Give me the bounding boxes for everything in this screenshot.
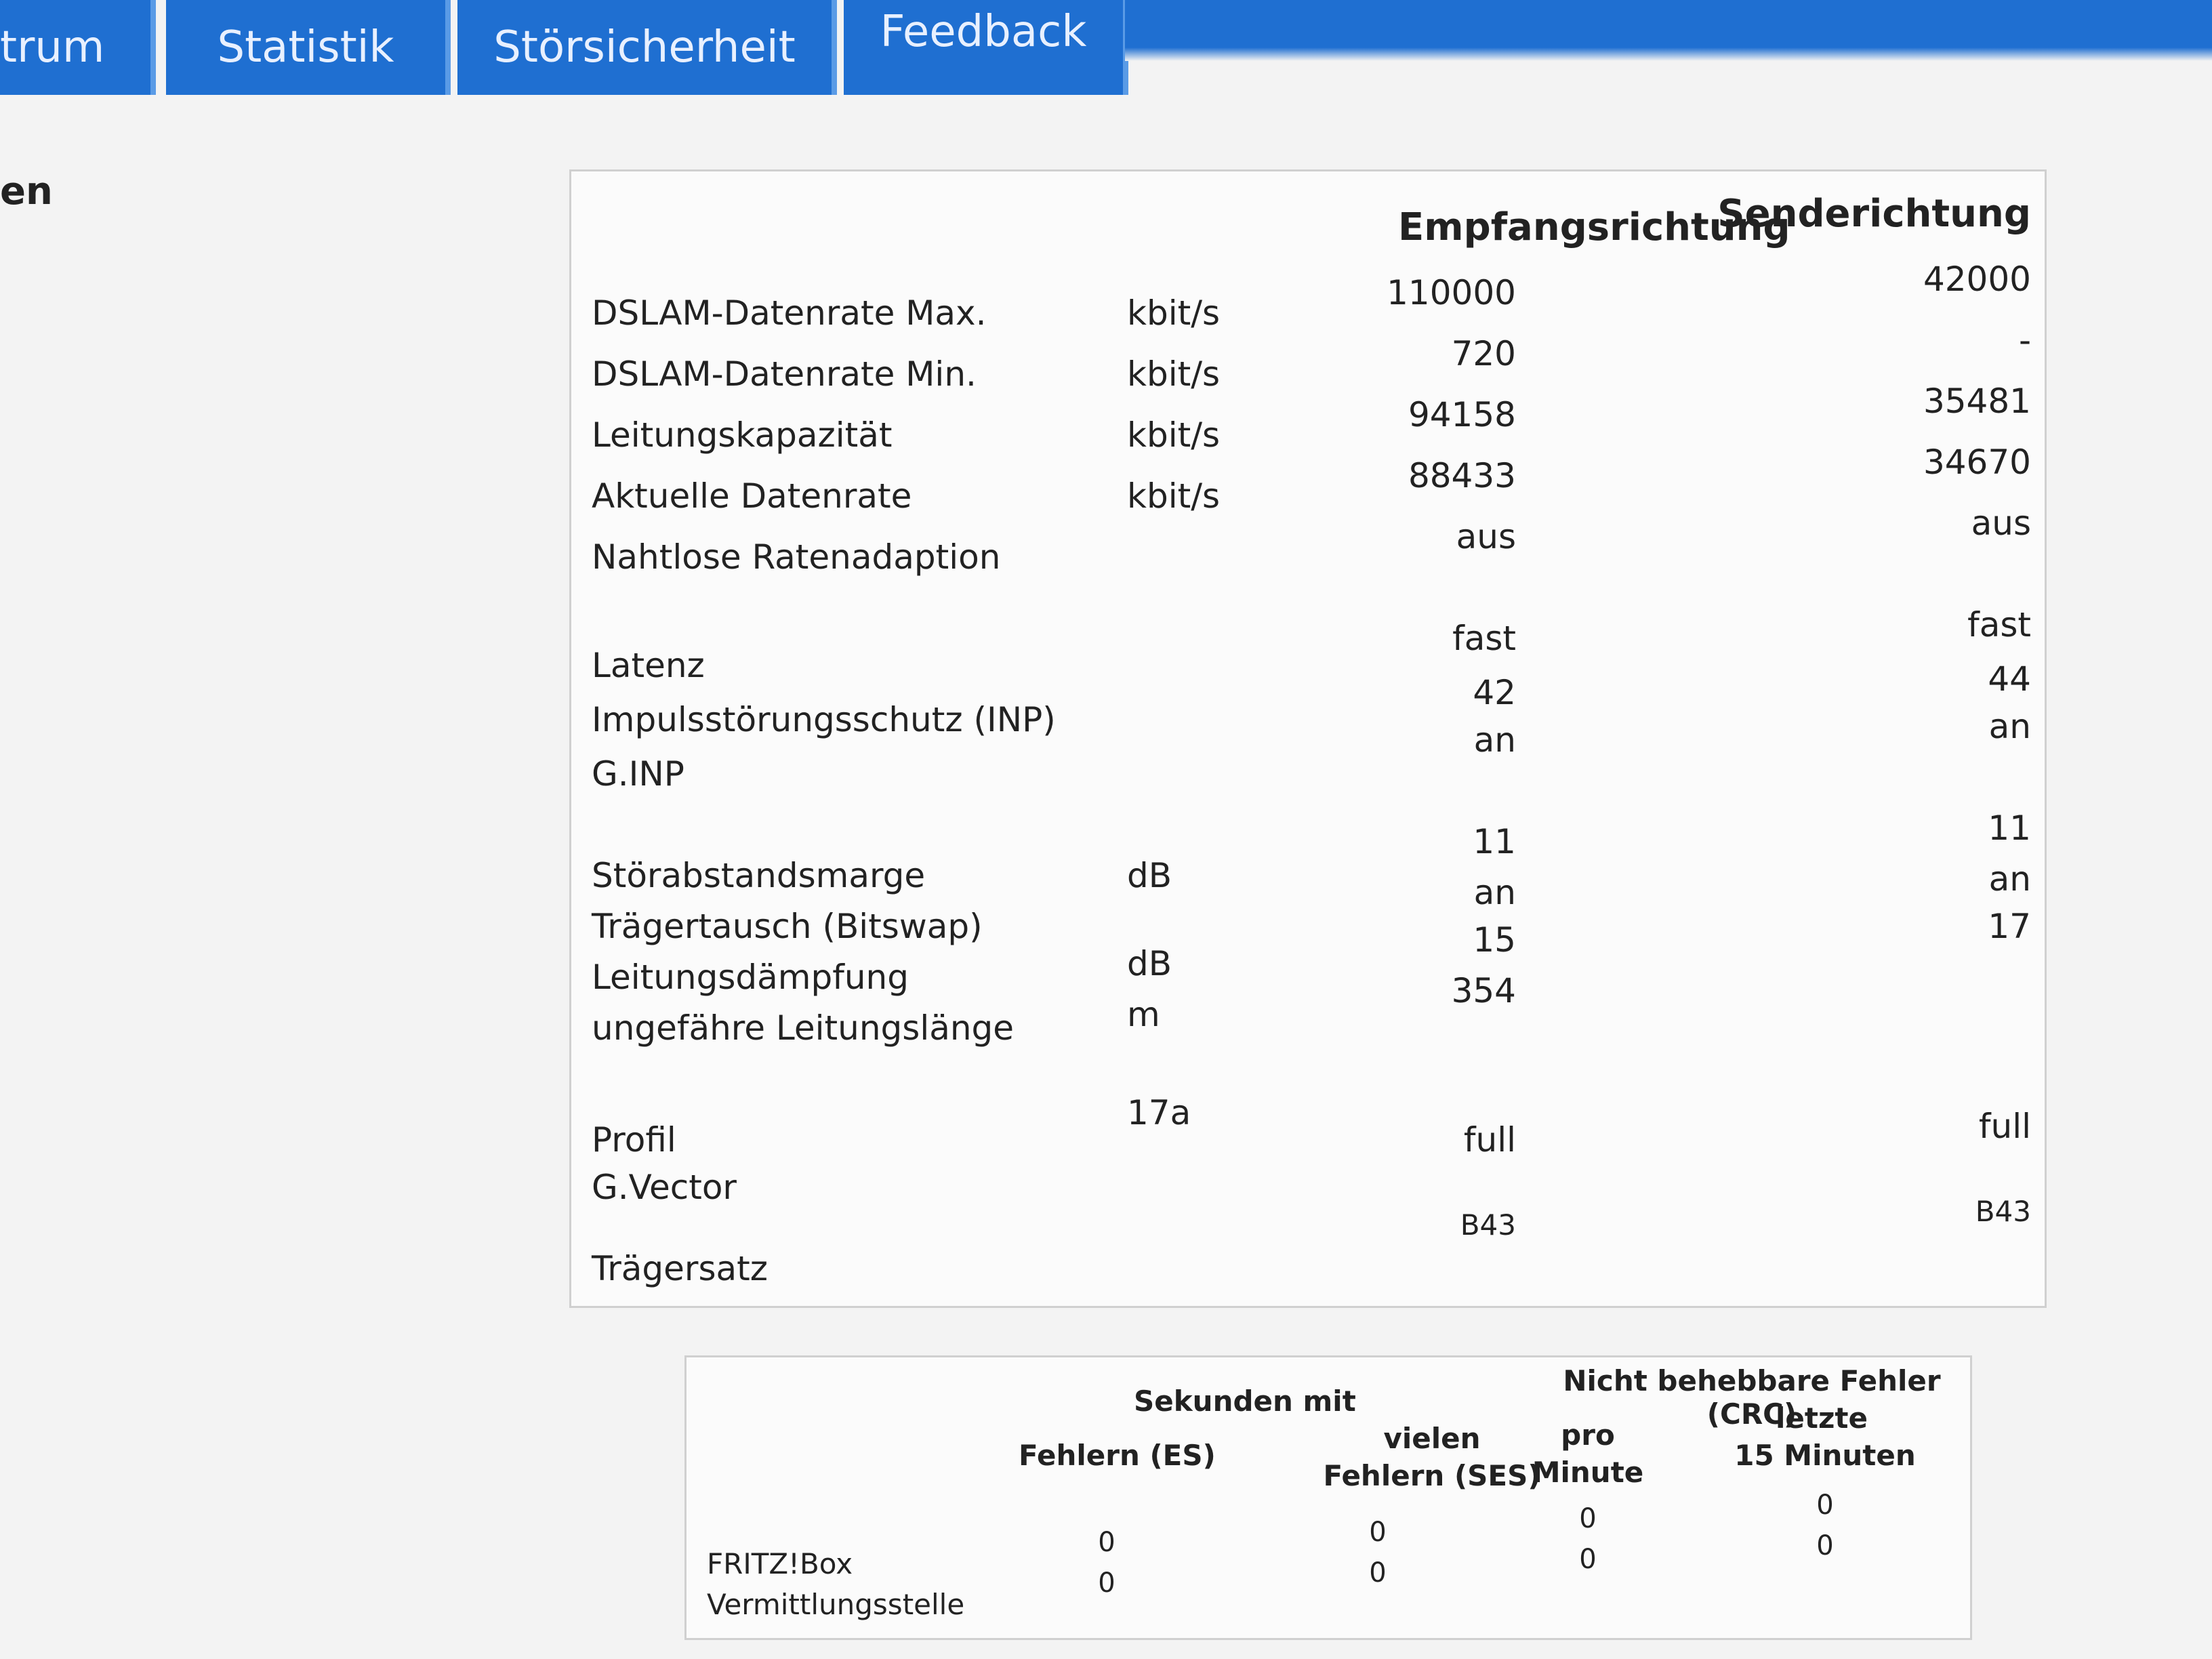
upstream-value: 42000 bbox=[1923, 260, 2031, 299]
downstream-value: an bbox=[1473, 720, 1516, 760]
tab-label: Statistik bbox=[217, 22, 394, 73]
row-label-vermittlungsstelle: Vermittlungsstelle bbox=[707, 1588, 965, 1621]
row-unit: dB bbox=[1127, 856, 1172, 895]
top-navigation bbox=[0, 0, 2212, 102]
row-unit: 17a bbox=[1127, 1093, 1191, 1132]
column-header-per-minute-line1: pro bbox=[1561, 1418, 1615, 1452]
value-last15: 0 bbox=[1816, 1490, 1834, 1521]
table-row bbox=[571, 1093, 2045, 1174]
crc-error-table bbox=[684, 1355, 1972, 1640]
row-label: Leitungsdämpfung bbox=[592, 958, 909, 997]
nav-bar-shadow bbox=[1125, 47, 2212, 61]
row-label: Profil bbox=[592, 1120, 676, 1160]
value-last15: 0 bbox=[1816, 1530, 1834, 1561]
value-per-minute: 0 bbox=[1579, 1503, 1597, 1534]
upstream-value: an bbox=[1988, 707, 2031, 746]
upstream-value: 17 bbox=[1988, 907, 2031, 946]
table-row bbox=[571, 1195, 2045, 1303]
tab-label: Störsicherheit bbox=[493, 22, 796, 73]
upstream-value: full bbox=[1978, 1107, 2031, 1146]
column-header-ses-line2: Fehlern (SES) bbox=[1323, 1459, 1541, 1492]
row-unit: kbit/s bbox=[1127, 293, 1221, 333]
group-header-seconds: Sekunden mit bbox=[1134, 1385, 1356, 1418]
row-label: Trägertausch (Bitswap) bbox=[592, 907, 983, 946]
upstream-value: aus bbox=[1971, 504, 2031, 543]
upstream-value: an bbox=[1988, 859, 2031, 899]
downstream-value: 720 bbox=[1451, 334, 1516, 373]
row-unit: m bbox=[1127, 995, 1160, 1034]
upstream-value: 34670 bbox=[1923, 443, 2031, 482]
column-header-last15-line2: 15 Minuten bbox=[1734, 1439, 1916, 1472]
downstream-value: B43 bbox=[1460, 1208, 1516, 1242]
downstream-value: 15 bbox=[1473, 920, 1516, 960]
table-row bbox=[571, 605, 2045, 700]
downstream-value: 110000 bbox=[1387, 273, 1516, 312]
upstream-value: 11 bbox=[1988, 808, 2031, 848]
row-label: Aktuelle Datenrate bbox=[592, 476, 912, 516]
table-row bbox=[571, 443, 2045, 531]
value-es: 0 bbox=[1098, 1568, 1115, 1599]
column-header-last15-line1: letzte bbox=[1776, 1401, 1868, 1435]
column-header-es: Fehlern (ES) bbox=[1019, 1439, 1216, 1472]
section-title-fragment: en bbox=[0, 169, 53, 213]
downstream-value: 42 bbox=[1473, 673, 1516, 712]
column-header-ses-line1: vielen bbox=[1383, 1422, 1481, 1455]
group-header-crc: Nicht behebbare Fehler (CRC) bbox=[1563, 1364, 1941, 1431]
column-header-upstream: Senderichtung bbox=[1717, 192, 2031, 236]
row-label: DSLAM-Datenrate Max. bbox=[592, 293, 987, 333]
row-unit: dB bbox=[1127, 944, 1172, 983]
value-ses: 0 bbox=[1369, 1517, 1387, 1548]
row-label: G.INP bbox=[592, 754, 684, 794]
downstream-value: 88433 bbox=[1408, 456, 1516, 495]
downstream-value: full bbox=[1463, 1120, 1516, 1160]
row-label: ungefähre Leitungslänge bbox=[592, 1008, 1015, 1048]
column-header-per-minute-line2: Minute bbox=[1532, 1456, 1644, 1489]
value-per-minute: 0 bbox=[1579, 1544, 1597, 1575]
upstream-value: 44 bbox=[1988, 659, 2031, 699]
row-unit: kbit/s bbox=[1127, 476, 1221, 516]
row-label: Trägersatz bbox=[592, 1249, 768, 1288]
upstream-value: - bbox=[2018, 321, 2031, 360]
tab-stoersicherheit[interactable] bbox=[457, 0, 837, 95]
tab-label: Feedback bbox=[880, 7, 1087, 57]
value-es: 0 bbox=[1098, 1527, 1115, 1558]
dsl-info-table bbox=[569, 169, 2047, 1308]
upstream-value: fast bbox=[1967, 605, 2031, 644]
downstream-value: 11 bbox=[1473, 822, 1516, 861]
row-label: G.Vector bbox=[592, 1168, 737, 1207]
tab-label: trum bbox=[0, 22, 105, 73]
column-header-downstream: Empfangsrichtung bbox=[1398, 205, 1790, 249]
downstream-value: fast bbox=[1452, 619, 1516, 658]
row-unit: kbit/s bbox=[1127, 415, 1221, 455]
tab-feedback[interactable] bbox=[844, 0, 1128, 95]
downstream-value: 354 bbox=[1451, 971, 1516, 1010]
row-label-fritzbox: FRITZ!Box bbox=[707, 1547, 853, 1580]
table-row bbox=[571, 382, 2045, 470]
downstream-value: 94158 bbox=[1408, 395, 1516, 434]
row-label: Störabstandsmarge bbox=[592, 856, 926, 895]
table-row bbox=[571, 260, 2045, 348]
table-row bbox=[571, 504, 2045, 592]
downstream-value: an bbox=[1473, 873, 1516, 912]
row-label: Leitungskapazität bbox=[592, 415, 893, 455]
value-ses: 0 bbox=[1369, 1557, 1387, 1589]
row-label: Latenz bbox=[592, 646, 705, 685]
tab-statistik[interactable] bbox=[166, 0, 451, 95]
row-label: DSLAM-Datenrate Min. bbox=[592, 354, 977, 394]
row-label: Impulsstörungsschutz (INP) bbox=[592, 700, 1056, 739]
table-row bbox=[571, 321, 2045, 409]
downstream-value: aus bbox=[1456, 517, 1516, 556]
table-row bbox=[571, 808, 2045, 910]
row-label: Nahtlose Ratenadaption bbox=[592, 537, 1001, 577]
upstream-value: B43 bbox=[1975, 1195, 2031, 1228]
tab-spektrum[interactable] bbox=[0, 0, 156, 95]
nav-bar-background bbox=[1125, 0, 2212, 47]
row-unit: kbit/s bbox=[1127, 354, 1221, 394]
upstream-value: 35481 bbox=[1923, 382, 2031, 421]
